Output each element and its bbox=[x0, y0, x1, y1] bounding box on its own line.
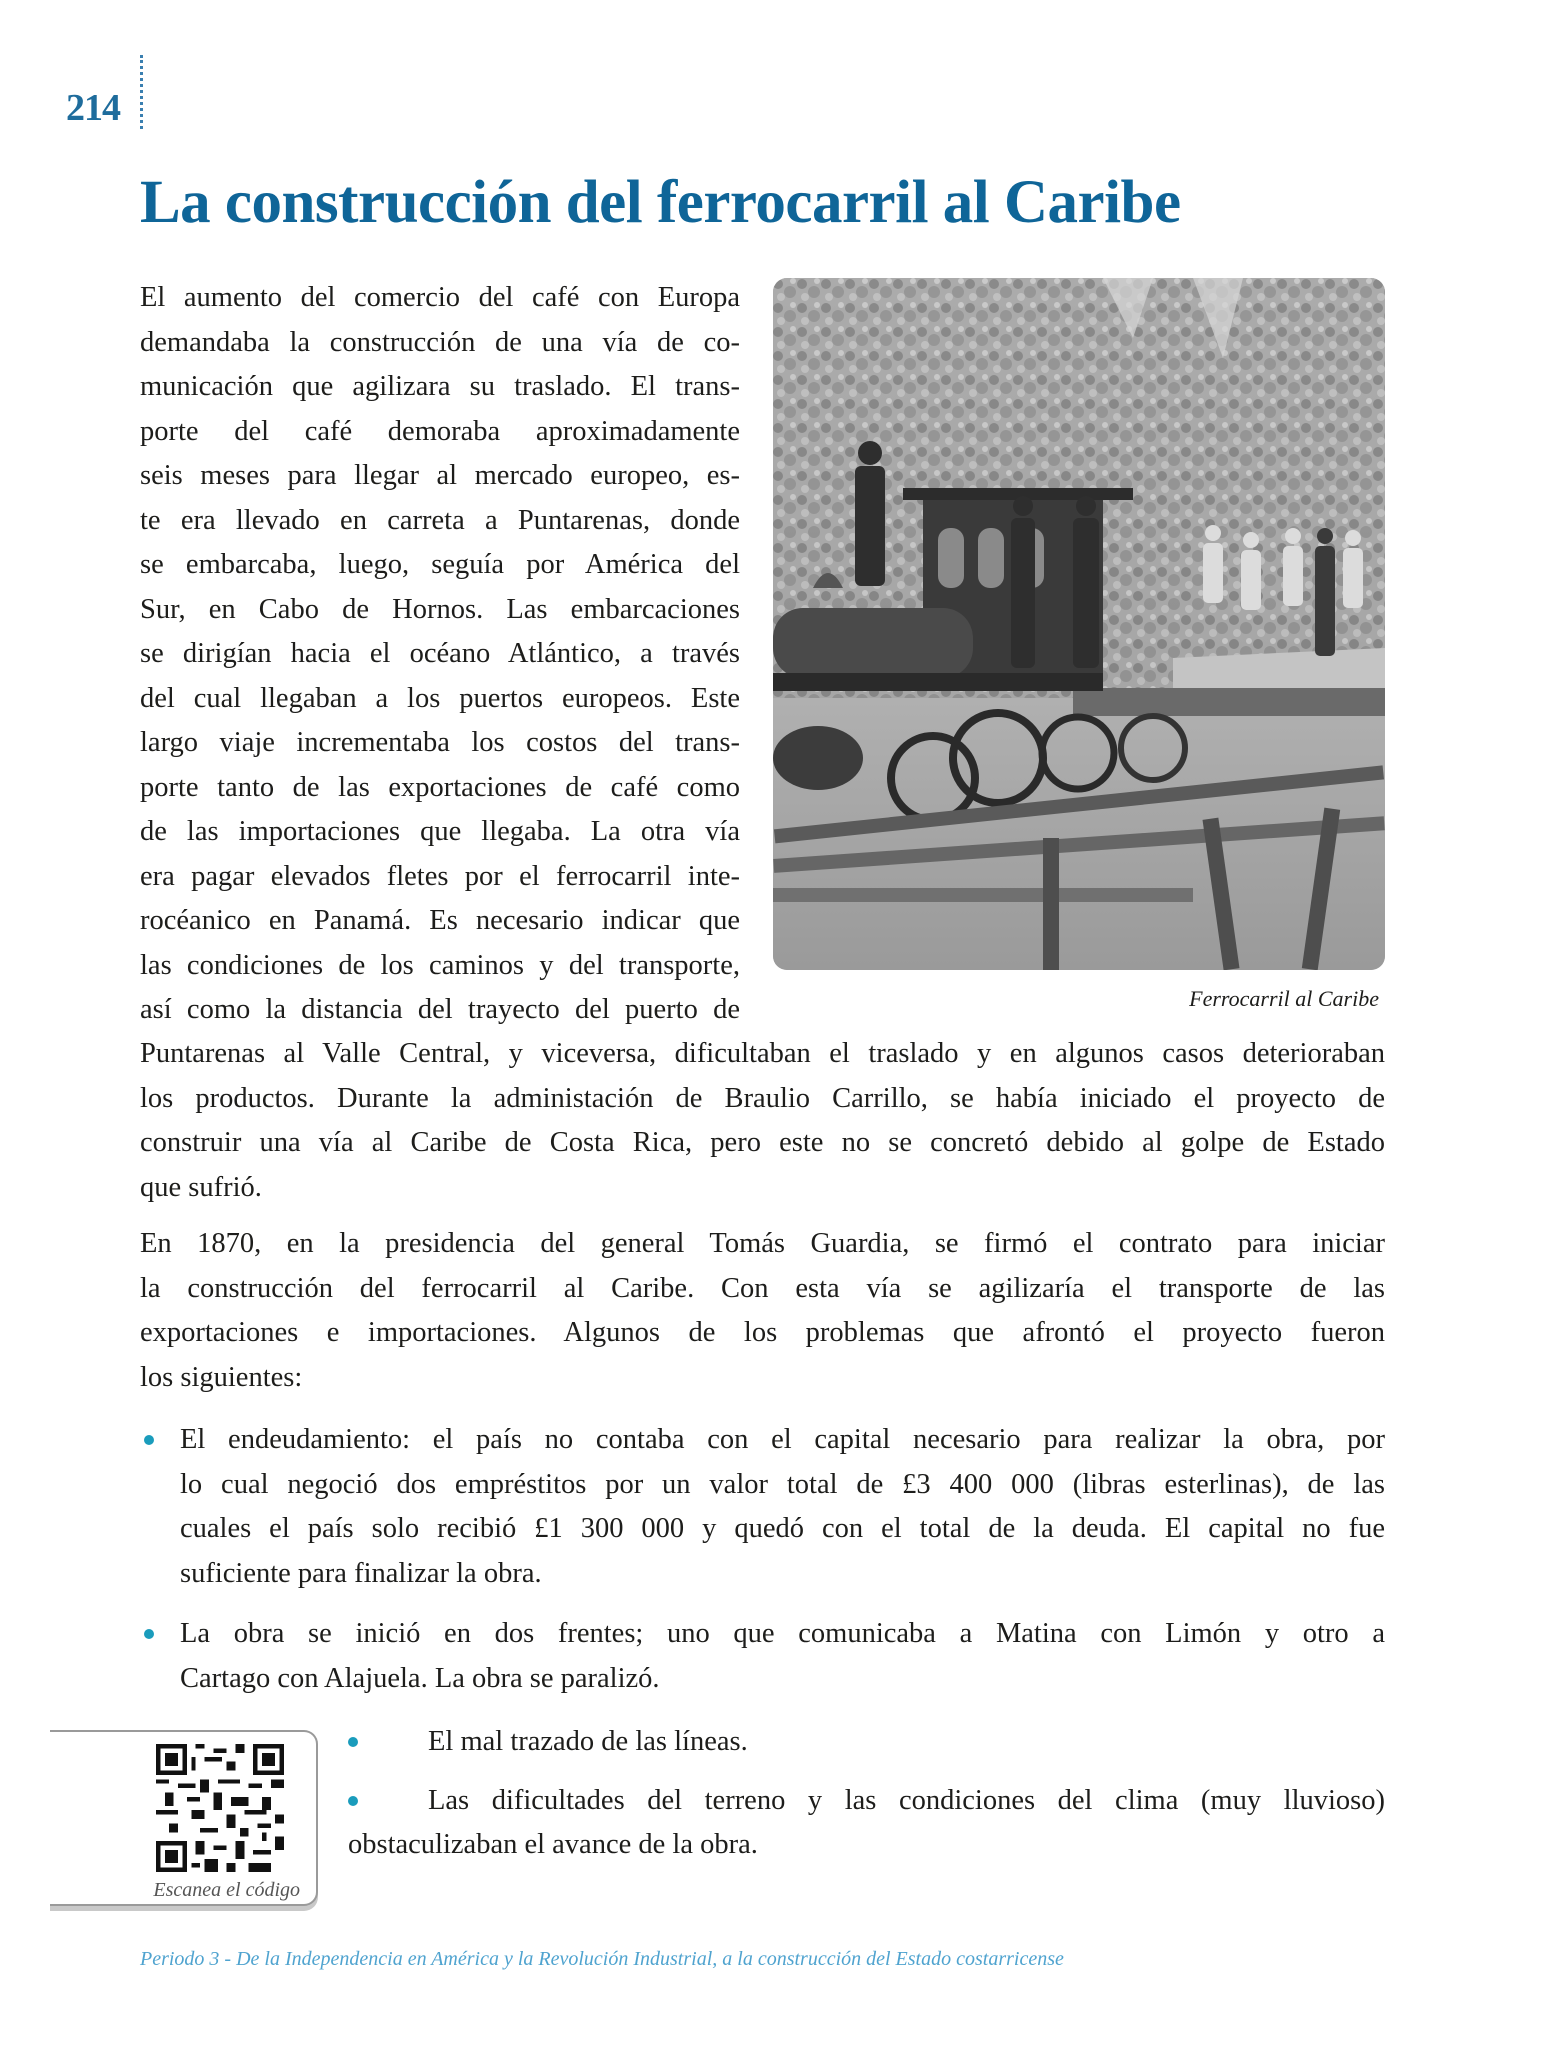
text-line: te era llevado en carreta a Puntarenas, donde bbox=[140, 504, 740, 536]
text-line: las condiciones de los caminos y del transporte, bbox=[140, 949, 740, 981]
bullet-icon bbox=[348, 1737, 358, 1747]
text-line: rocéanico en Panamá. Es necesario indicar que bbox=[140, 905, 740, 936]
text-line: cuales el país solo recibió £1 300 000 y quedó con el total de la deuda. El capital no fue bbox=[180, 1513, 1385, 1544]
cab-window bbox=[978, 528, 1004, 588]
text-line: que sufrió. bbox=[140, 1171, 262, 1203]
photo-caption: Ferrocarril al Caribe bbox=[1189, 986, 1379, 1011]
page-number-divider bbox=[140, 55, 143, 129]
text-line: se dirigían hacia el océano Atlántico, a través bbox=[140, 638, 740, 669]
text-line: Cartago con Alajuela. La obra se paralizó. bbox=[180, 1662, 660, 1694]
text-line: En 1870, en la presidencia del general Tomás Guardia, se firmó el contrato para iniciar bbox=[140, 1228, 1385, 1259]
text-line: los productos. Durante la administación de Braulio Carrillo, se había iniciado el proyecto de bbox=[140, 1082, 1385, 1114]
text-line: exportaciones e importaciones. Algunos de los problemas que afrontó el proyecto fueron bbox=[140, 1317, 1385, 1348]
railway-photo-illustration bbox=[773, 278, 1385, 970]
text-line: era pagar elevados fletes por el ferrocarril inte- bbox=[140, 860, 740, 892]
intro-paragraph bbox=[140, 276, 740, 1033]
list-item bbox=[348, 1720, 1385, 1765]
flatcar bbox=[1073, 688, 1385, 716]
text-line: porte tanto de las exportaciones de café como bbox=[140, 771, 740, 803]
trestle-beam bbox=[773, 888, 1193, 902]
list-item bbox=[140, 1612, 1385, 1701]
text-line: municación que agilizara su traslado. El trans- bbox=[140, 371, 740, 402]
text-line: así como la distancia del trayecto del puerto de bbox=[140, 994, 740, 1025]
text-line: Puntarenas al Valle Central, y viceversa, dificultaban el traslado y en algunos casos deterioraban bbox=[140, 1038, 1385, 1069]
text-line: Sur, en Cabo de Hornos. Las embarcaciones bbox=[140, 593, 740, 625]
text-line: Las dificultades del terreno y las condiciones del clima (muy lluvioso) bbox=[428, 1784, 1385, 1816]
problems-list-continued bbox=[348, 1720, 1385, 1882]
text-line: La obra se inició en dos frentes; uno que comunicaba a Matina con Limón y otro a bbox=[180, 1618, 1385, 1649]
page-number: 214 bbox=[66, 87, 120, 129]
list-item bbox=[140, 1418, 1385, 1596]
paragraph-1870 bbox=[140, 1222, 1385, 1400]
page-title: La construcción del ferrocarril al Caribe bbox=[140, 169, 1181, 236]
text-line: seis meses para llegar al mercado europeo, es- bbox=[140, 460, 740, 491]
text-line: demandaba la construcción de una vía de co- bbox=[140, 326, 740, 358]
text-line: El aumento del comercio del café con Europa bbox=[140, 282, 740, 313]
text-line: se embarcaba, luego, seguía por América del bbox=[140, 549, 740, 580]
text-line: los siguientes: bbox=[140, 1361, 303, 1393]
bullet-icon bbox=[144, 1435, 154, 1445]
text-line: construir una vía al Caribe de Costa Rica, pero este no se concretó debido al golpe de Estado bbox=[140, 1127, 1385, 1158]
text-line: del cual llegaban a los puertos europeos. Este bbox=[140, 682, 740, 714]
problems-list bbox=[140, 1418, 1385, 1717]
qr-code-label: Escanea el código bbox=[153, 1879, 300, 1901]
railway-photo bbox=[773, 278, 1385, 970]
text-line: de las importaciones que llegaba. La otra vía bbox=[140, 816, 740, 847]
cab-window bbox=[938, 528, 964, 588]
intro-paragraph-continued bbox=[140, 1032, 1385, 1210]
locomotive-frame bbox=[773, 673, 1103, 691]
text-line: obstaculizaban el avance de la obra. bbox=[348, 1829, 758, 1860]
steam-cylinder bbox=[773, 726, 863, 790]
trestle-post bbox=[1043, 838, 1059, 970]
text-line: porte del café demoraba aproximadamente bbox=[140, 415, 740, 447]
worker-standing bbox=[1315, 546, 1335, 656]
locomotive-boiler bbox=[773, 608, 973, 678]
qr-code-icon[interactable] bbox=[156, 1744, 284, 1872]
text-line: El mal trazado de las líneas. bbox=[428, 1726, 748, 1757]
text-line: El endeudamiento: el país no contaba con el capital necesario para realizar la obra, por bbox=[180, 1424, 1385, 1455]
qr-code-box[interactable] bbox=[50, 1730, 318, 1906]
bullet-icon bbox=[144, 1629, 154, 1639]
text-line: largo viaje incrementaba los costos del trans- bbox=[140, 727, 740, 758]
text-line: suficiente para finalizar la obra. bbox=[180, 1557, 542, 1589]
page-footer: Periodo 3 - De la Independencia en América y la Revolución Industrial, a la construcción del Estado costarricense bbox=[140, 1948, 1064, 1970]
bullet-icon bbox=[348, 1796, 358, 1806]
text-line: la construcción del ferrocarril al Caribe. Con esta vía se agilizaría el transporte de las bbox=[140, 1272, 1385, 1304]
text-line: lo cual negoció dos empréstitos por un valor total de £3 400 000 (libras esterlinas), de las bbox=[180, 1468, 1385, 1500]
list-item bbox=[348, 1779, 1385, 1868]
